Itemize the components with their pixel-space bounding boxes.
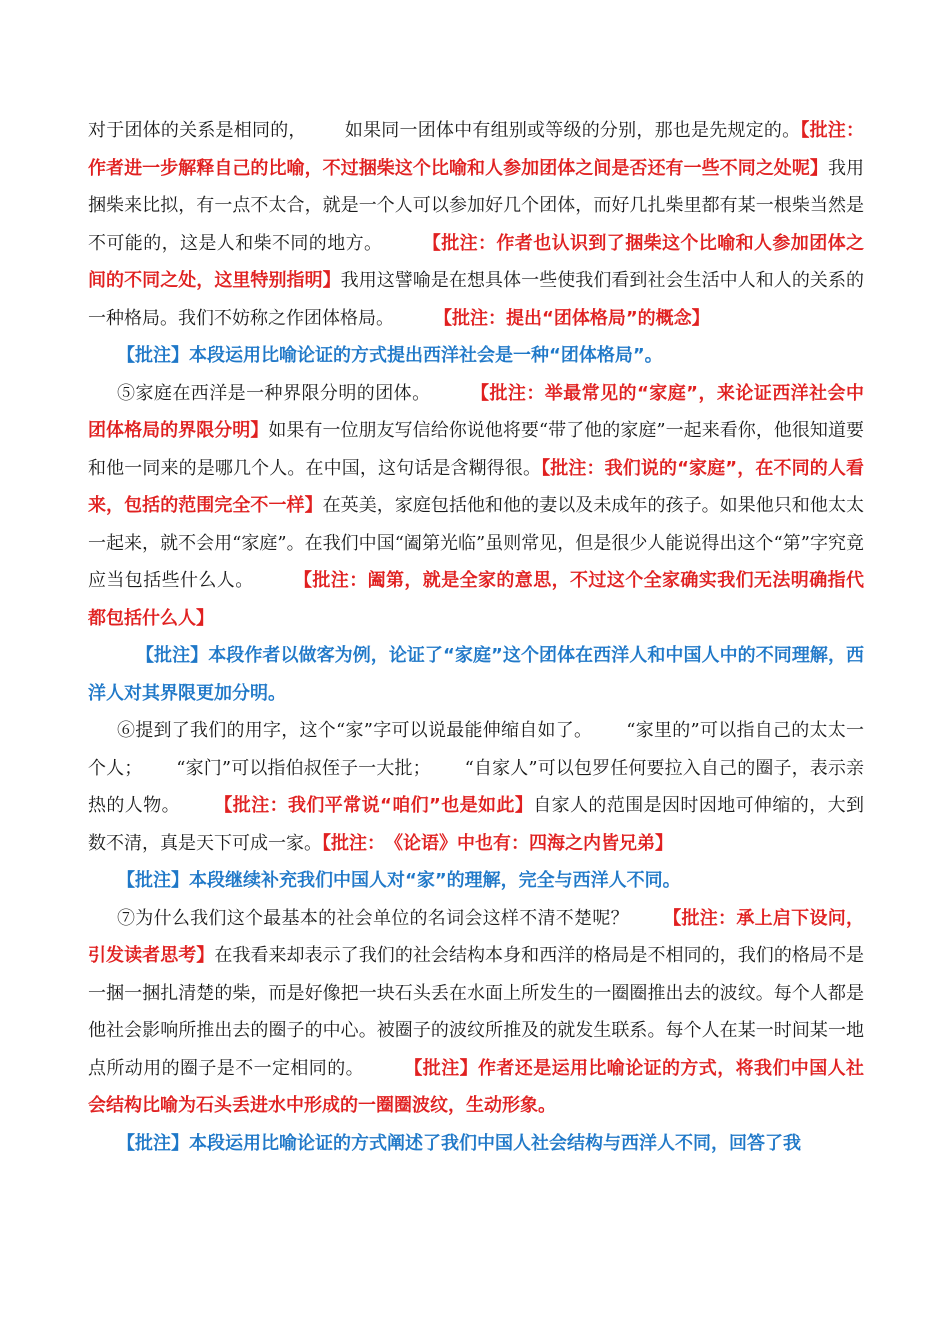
body-text: 对于团体的关系是相同的， [88, 120, 307, 141]
annotation-summary-4: 【批注】本段运用比喻论证的方式阐述了我们中国人社会结构与西洋人不同，回答了我 [117, 1132, 801, 1154]
body-text: 在英美，家庭包括他和他的妻以及未成年的孩子。如果他只和他太太一起来，就不会用“家庭”。在我们中国“阖第光临”虽则常见，但是很少人能说得出这个“第”字究竟应当包括些什么人。 [88, 495, 865, 591]
paragraph-intro [88, 112, 864, 337]
body-text: “家门”可以指伯叔侄子一大批； [176, 757, 431, 779]
annotation-red: 【批注：作者进一步解释自己的比喻，不过捆柴这个比喻和人参加团体之间是否还有一些不同之处呢】 [88, 120, 865, 179]
body-text: 我用这譬喻是在想具体一些使我们看到社会生活中人和人的关系的一种格局。我们不妨称之作团体格局。 [88, 270, 865, 329]
body-text: “家里的”可以指自己的太太一个人； [88, 720, 864, 779]
annotation-red: 【批注：提出“团体格局”的概念】 [434, 307, 710, 329]
annotation-red: 【批注】作者还是运用比喻论证的方式，将我们中国人社会结构比喻为石头丢进水中形成的一圈圈波纹，生动形象。 [88, 1057, 864, 1116]
paragraph-5 [88, 375, 864, 638]
body-text: 我用捆柴来比拟，有一点不太合，就是一个人可以参加好几个团体，而好几扎柴里都有某一根柴当然是不可能的，这是人和柴不同的地方。 [88, 157, 865, 254]
annotation-red: 【批注：承上启下设问，引发读者思考】 [88, 907, 865, 966]
body-text: 如果有一位朋友写信给你说他将要“带了他的家庭”一起来看你，他很知道要和他一同来的是哪几个人。在中国，这句话是含糊得很。 [88, 420, 864, 479]
paragraph-7 [88, 900, 864, 1125]
annotation-red: 【批注：我们平常说“咱们”也是如此】 [214, 795, 534, 816]
body-text: 自家人的范围是因时因地可伸缩的，大到数不清，真是天下可成一家。 [88, 795, 865, 854]
body-text: “自家人”可以包罗任何要拉入自己的圈子，表示亲热的人物。 [88, 757, 865, 816]
paragraph-6 [88, 712, 864, 862]
annotation-red: 【批注：作者也认识到了捆柴这个比喻和人参加团体之间的不同之处，这里特别指明】 [88, 232, 865, 291]
body-text: 如果同一团体中有组别或等级的分别，那也是先规定的。 [344, 120, 801, 141]
document-page [88, 112, 864, 1162]
annotation-summary-1: 【批注】本段运用比喻论证的方式提出西洋社会是一种“团体格局”。 [117, 345, 663, 366]
body-text: ⑥提到了我们的用字，这个“家”字可以说最能伸缩自如了。 [117, 720, 593, 741]
body-text: ⑦为什么我们这个最基本的社会单位的名词会这样不清不楚呢？ [117, 907, 629, 929]
annotation-red: 【批注：我们说的“家庭”，在不同的人看来，包括的范围完全不一样】 [88, 457, 864, 516]
body-text: 在我看来却表示了我们的社会结构本身和西洋的格局是不相同的，我们的格局不是一捆一捆扎清楚的柴，而是好像把一块石头丢在水面上所发生的一圈圈推出去的波纹。每个人都是他社会影响所推出去的圈子的中心。被圈子的波纹所推及的就发生联系。每个人在某一时间某一地点所动用的圈子是不一定相同的。 [88, 945, 865, 1079]
annotation-summary-2: 【批注】本段作者以做客为例，论证了“家庭”这个团体在西洋人和中国人中的不同理解，西洋人对其界限更加分明。 [88, 645, 864, 704]
body-text: ⑤家庭在西洋是一种界限分明的团体。 [117, 382, 431, 404]
annotation-red: 【批注： 《论语》中也有：四海之内皆兄弟】 [322, 832, 673, 854]
annotation-red: 【批注：举最常见的“家庭”，来论证西洋社会中团体格局的界限分明】 [88, 382, 864, 441]
annotation-red: 【批注：阖第，就是全家的意思，不过这个全家确实我们无法明确指代都包括什么人】 [88, 570, 865, 629]
annotation-summary-3: 【批注】本段继续补充我们中国人对“家”的理解，完全与西洋人不同。 [117, 870, 681, 891]
